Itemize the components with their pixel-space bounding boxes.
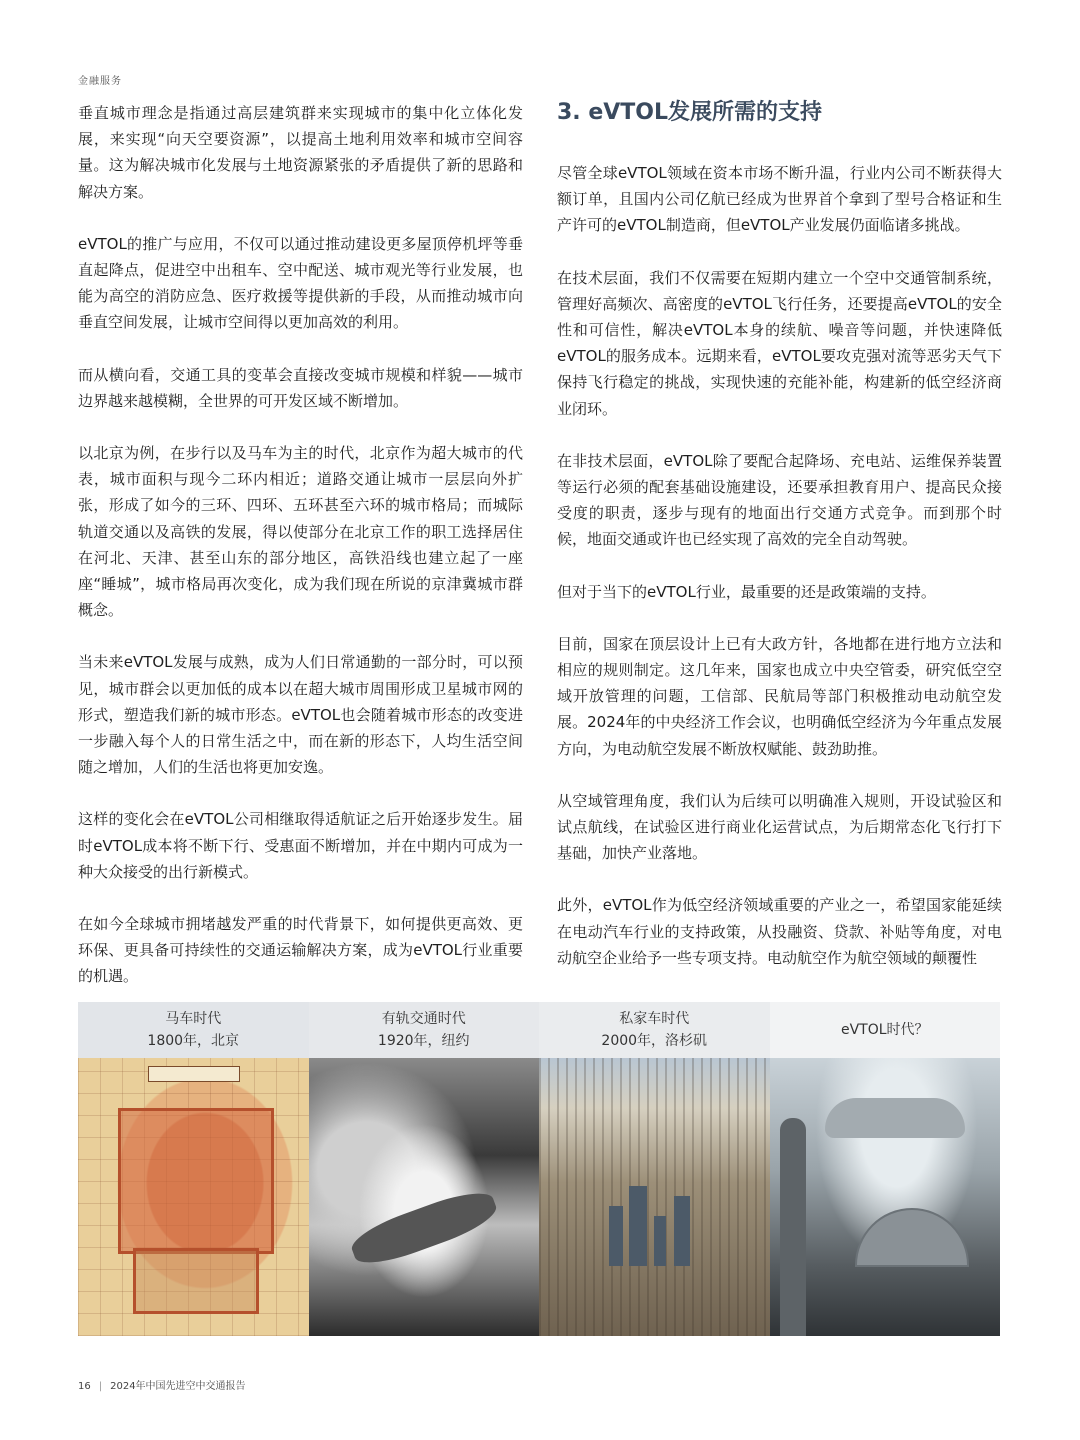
footer-separator: | <box>98 1381 103 1392</box>
map-title-band <box>148 1066 240 1082</box>
paragraph: 从空域管理角度，我们认为后续可以明确准入规则，开设试验区和试点航线，在试验区进行商业化运营试点，为后期常态化飞行打下基础，加快产业落地。 <box>557 791 1002 863</box>
era-subtitle: 2000年，洛杉矶 <box>601 1033 708 1049</box>
era-panel-private-car <box>539 1002 770 1336</box>
section-title: 3. eVTOL发展所需的支持 <box>557 100 822 125</box>
paragraph: 尽管全球eVTOL领域在资本市场不断升温，行业内公司不断获得大额订单，且国内公司亿航已经成为世界首个拿到了型号合格证和生产许可的eVTOL制造商，但eVTOL产业发展仍面临诸多挑战。 <box>557 164 1002 235</box>
paragraph: 在非技术层面，eVTOL除了要配合起降场、充电站、运维保养装置等运行必须的配套基础设施建设，还要承担教育用户、提高民众接受度的职责，逐步与现有的地面出行交通方式竞争。而到那个时候，地面交通或许也已经实现了高效的完全自动驾驶。 <box>557 451 1002 549</box>
paragraph: 在如今全球城市拥堵越发严重的时代背景下，如何提供更高效、更环保、更具备可持续性的交通运输解决方案，成为eVTOL行业重要的机遇。 <box>78 915 523 986</box>
paragraph: eVTOL的推广与应用，不仅可以通过推动建设更多屋顶停机坪等垂直起降点，促进空中出租车、空中配送、城市观光等行业发展，也能为高空的消防应急、医疗救援等提供新的手段，从而推动城市向垂直空间发展，让城市空间得以更加高效的利用。 <box>78 234 523 332</box>
page-number: 16 <box>78 1381 91 1392</box>
paragraph: 而从横向看，交通工具的变革会直接改变城市规模和样貌——城市边界越来越模糊，全世界的可开发区域不断增加。 <box>78 365 523 410</box>
tower-spire <box>780 1118 806 1336</box>
era-panel-evtol <box>770 1002 1001 1336</box>
skyscraper <box>629 1186 647 1266</box>
era-image-strip <box>78 1002 1000 1336</box>
era-title: 马车时代 <box>165 1011 222 1027</box>
right-column <box>557 100 1002 997</box>
era-caption <box>770 1002 1001 1058</box>
report-title: 2024年中国先进空中交通报告 <box>110 1381 246 1392</box>
era-title: 私家车时代 <box>619 1011 690 1027</box>
left-column <box>78 100 523 1016</box>
paragraph: 目前，国家在顶层设计上已有大政方针，各地都在进行地方立法和相应的规则制定。这几年来，国家也成立中央空管委，研究低空空域开放管理的问题，工信部、民航局等部门积极推动电动航空发展。2024年的中央经济工作会议，也明确低空经济为今年重点发展方向，为电动航空发展不断放权赋能、鼓劲助推。 <box>557 634 1002 758</box>
era-panel-horse-carriage <box>78 1002 309 1336</box>
skyscraper <box>674 1196 690 1266</box>
inner-city-wall <box>118 1108 274 1254</box>
beijing-map-image <box>78 1058 309 1336</box>
outer-city-wall <box>133 1248 259 1314</box>
page-footer <box>78 1377 246 1392</box>
era-title: 有轨交通时代 <box>381 1011 466 1027</box>
paragraph: 此外，eVTOL作为低空经济领域重要的产业之一，希望国家能延续在电动汽车行业的支持政策，从投融资、贷款、补贴等角度，对电动航空企业给予一些专项支持。电动航空作为航空领域的颠覆性 <box>557 896 1002 967</box>
manhattan-island <box>346 1184 501 1273</box>
new-york-aerial-image <box>309 1058 540 1336</box>
paragraph: 这样的变化会在eVTOL公司相继取得适航证之后开始逐步发生。届时eVTOL成本将不断下行、受惠面不断增加，并在中期内可成为一种大众接受的出行新模式。 <box>78 810 523 881</box>
flying-vessel <box>825 1098 965 1138</box>
era-subtitle: 1800年，北京 <box>147 1033 240 1049</box>
paragraph: 以北京为例，在步行以及马车为主的时代，北京作为超大城市的代表，城市面积与现今二环内相近；道路交通让城市一层层向外扩张，形成了如今的三环、四环、五环甚至六环的城市格局；而城际轨道交通以及高铁的发展，得以使部分在北京工作的职工选择居住在河北、天津、甚至山东的部分地区，高铁沿线也建立起了一座座“睡城”，城市格局再次变化，成为我们现在所说的京津冀城市群概念。 <box>78 444 523 620</box>
futuristic-city-image <box>770 1058 1001 1336</box>
paragraph: 在技术层面，我们不仅需要在短期内建立一个空中交通管制系统，管理好高频次、高密度的eVTOL飞行任务，还要提高eVTOL的安全性和可信性，解决eVTOL本身的续航、噪音等问题，并快速降低eVTOL的服务成本。远期来看，eVTOL要攻克强对流等恶劣天气下保持飞行稳定的挑战，实现快速的充能补能，构建新的低空经济商业闭环。 <box>557 268 1002 418</box>
era-title: eVTOL时代？ <box>840 1022 929 1038</box>
era-caption <box>539 1002 770 1058</box>
skyscraper <box>609 1206 623 1266</box>
skyscraper <box>654 1216 666 1266</box>
section-label: 金融服务 <box>78 76 122 87</box>
dome-building <box>855 1208 969 1267</box>
era-caption <box>309 1002 540 1058</box>
paragraph: 垂直城市理念是指通过高层建筑群来实现城市的集中化立体化发展，来实现“向天空要资源”，以提高土地利用效率和城市空间容量。这为解决城市化发展与土地资源紧张的矛盾提供了新的思路和解决方案。 <box>78 104 523 201</box>
era-subtitle: 1920年，纽约 <box>377 1033 470 1049</box>
era-panel-rail <box>309 1002 540 1336</box>
paragraph: 但对于当下的eVTOL行业，最重要的还是政策端的支持。 <box>557 582 936 601</box>
era-caption <box>78 1002 309 1058</box>
los-angeles-aerial-image <box>539 1058 770 1336</box>
paragraph: 当未来eVTOL发展与成熟，成为人们日常通勤的一部分时，可以预见，城市群会以更加低的成本以在超大城市周围形成卫星城市网的形式，塑造我们新的城市形态。eVTOL也会随着城市形态的改变进一步融入每个人的日常生活之中，而在新的形态下，人均生活空间随之增加，人们的生活也将更加安逸。 <box>78 653 523 777</box>
